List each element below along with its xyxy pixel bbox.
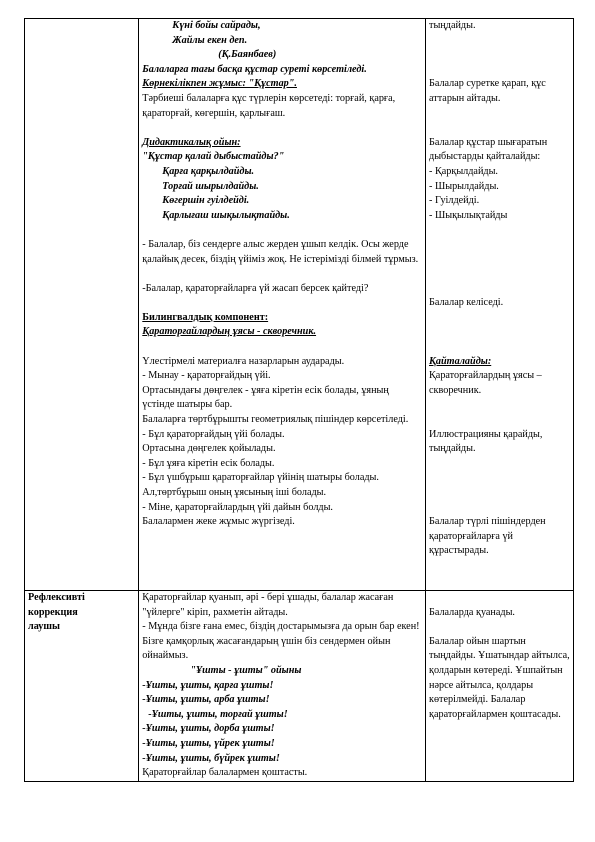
lesson-plan-table [24, 18, 574, 782]
paragraph-text: тыңдайды. [429, 20, 476, 31]
paragraph-text: - Бұл қараторғайдың үйі болады. [142, 428, 285, 440]
paragraph-text: - Балалар, біз сендерге алыс жерден ұшып келдік. Осы жерде қалайық десек, біздің үйіміз жоқ. Не істерімізді білмей тұрмыз. [142, 238, 419, 265]
paragraph-text: Балаларда қуанады. [429, 606, 515, 618]
list-item: - Шырылдайды. [429, 180, 499, 192]
game-title: "Құстар қалай дыбыстайды?" [142, 151, 285, 163]
poem-line: Жайлы екен деп. [172, 34, 248, 46]
paragraph-text: Үлестірмелі материалға назарларын аударады. [142, 355, 345, 367]
sound-line: Қарға қарқылдайды. [162, 165, 255, 177]
game-title: "Ұшты - ұшты" ойыны [190, 664, 302, 676]
bilingual-term: Қараторғайлардың ұясы - скворечник. [142, 326, 317, 338]
game-line: -Ұшты, ұшты, арба ұшты! [142, 694, 270, 706]
paragraph-text: Балалар суретке қарап, құс аттарын айтады. [429, 78, 549, 104]
stage-cell [25, 19, 139, 591]
paragraph-text: Балалар құстар шығаратын дыбыстарды қайталайды: [429, 136, 550, 163]
list-item: - Гуілдейді. [429, 195, 480, 207]
paragraph-text: - Бұл үшбұрыш қараторғайлар үйінің шатыры болады. Ал,төртбұрыш оның ұясының іші болады. [142, 472, 382, 498]
paragraph-text: Тәрбиеші балаларға құс түрлерін көрсетеді: торғай, қарға, қараторғай, көгершін, қарлығаш. [142, 92, 398, 119]
instruction-text: Балаларға тағы басқа құстар суреті көрсетіледі. [142, 63, 367, 75]
paragraph-text: - Мұнда бізге ғана емес, біздің достарымызға да орын бар екен! [142, 621, 420, 633]
section-heading: Дидактикалық ойын: [142, 136, 241, 148]
children-activity-cell [426, 591, 574, 782]
paragraph-text: Балалар түрлі пішіндерден қараторғайларға үй құрастырады. [429, 516, 549, 557]
section-heading: Билингвалдық компонент: [142, 311, 269, 323]
paragraph-text: -Балалар, қараторғайларға үй жасап берсек қайтеді? [142, 282, 369, 294]
paragraph-text: Балалар ойын шартын тыңдайды. Ұшатындар айтылса, қолдарын көтереді. Ұшпайтын нәрсе айтылса, қолдары көтерілмейді. Балалар қараторғайлармен қоштасады. [429, 635, 573, 720]
paragraph-text: - Міне, қараторғайлардың үйі дайын болды. [142, 501, 333, 513]
children-activity-cell [426, 19, 574, 591]
paragraph-text: Қараторғайлар балалармен қоштасты. [142, 767, 308, 779]
list-item: - Шықылықтайды [429, 209, 508, 221]
list-item: - Қарқылдайды. [429, 165, 498, 177]
teacher-activity-cell [139, 591, 426, 782]
game-line: -Ұшты, ұшты, дорба ұшты! [142, 723, 275, 735]
paragraph-text: - Мынау - қараторғайдың үйі. [142, 370, 271, 382]
sound-line: Көгершін гуілдейді. [162, 195, 250, 207]
sound-line: Қарлығаш шықылықтайды. [162, 209, 290, 221]
game-line: -Ұшты, ұшты, үйрек ұшты! [142, 737, 275, 749]
stage-title-line: коррекция [28, 606, 78, 618]
table-row [25, 19, 574, 591]
paragraph-text: Бізге қамқорлық жасағандарың үшін біз сендермен ойын ойнаймыз. [142, 635, 393, 662]
game-line: -Ұшты, ұшты, бүйрек ұшты! [142, 752, 280, 764]
paragraph-text: Ортасындағы дөңгелек - ұяға кіретін есік болады, ұяның үстінде шатыры бар. [142, 384, 392, 411]
paragraph-text: Иллюстрацияны қарайды, тыңдайды. [429, 428, 545, 455]
poem-line: Күні бойы сайрады, [172, 20, 261, 31]
stage-cell [25, 591, 139, 782]
paragraph-text: Ортасына дөңгелек қойылады. [142, 443, 276, 455]
paragraph-text: Балаларға төртбұрышты геометриялық пішіндер көрсетіледі. [142, 414, 409, 426]
teacher-activity-cell [139, 19, 426, 591]
paragraph-text: Қараторғайлар қуанып, әрі - бері ұшады, балалар жасаған "үйлерге" кіріп, рахметін айтады. [142, 592, 396, 618]
game-line: -Ұшты, ұшты, қарға ұшты! [142, 679, 274, 691]
paragraph-text: Қараторғайлардың ұясы – скворечник. [429, 370, 545, 396]
poem-author: (Қ.Баянбаев) [218, 49, 277, 61]
stage-title-line: Рефлексивті [28, 592, 85, 603]
section-heading: Қайталайды: [429, 355, 492, 367]
paragraph-text: Балалар келіседі. [429, 297, 504, 309]
paragraph-text: Балалармен жеке жұмыс жүргізеді. [142, 516, 295, 528]
game-line: -Ұшты, ұшты, торғай ұшты! [148, 708, 288, 720]
paragraph-text: - Бұл ұяға кіретін есік болады. [142, 457, 275, 469]
stage-title-line: лаушы [28, 621, 60, 633]
sound-line: Торғай шырылдайды. [162, 180, 259, 192]
table-row [25, 591, 574, 782]
section-heading: Көрнекілікпен жұмыс: "Құстар". [142, 78, 297, 90]
